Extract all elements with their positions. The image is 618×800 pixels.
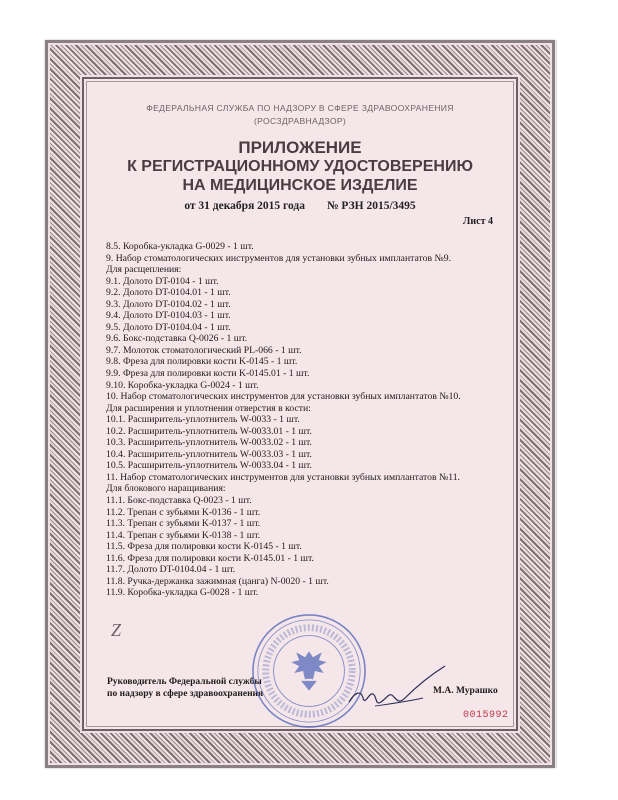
list-item: 10.4. Расширитель-уплотнитель W-0033.03 - 1 шт.: [106, 448, 312, 460]
list-item: 10.5. Расширитель-уплотнитель W-0033.04 - 1 шт.: [106, 460, 312, 472]
list-item: 9.5. Долото DT-0104.04 - 1 шт.: [106, 321, 231, 333]
list-item: 8.5. Коробка-укладка G-0029 - 1 шт.: [106, 241, 254, 252]
list-item: 10. Набор стоматологических инструментов для установки зубных имплантатов №10.: [106, 391, 461, 403]
list-item: 11.7. Долото DT-0104.04 - 1 шт.: [106, 564, 236, 576]
list-item: 11.5. Фреза для полировки кости K-0145 - 1 шт.: [106, 541, 302, 553]
list-item: 11.2. Трепан с зубьями K-0136 - 1 шт.: [106, 506, 261, 518]
list-item: 10.1. Расширитель-уплотнитель W-0033 - 1 шт.: [106, 414, 300, 426]
list-item: 9.4. Долото DT-0104.03 - 1 шт.: [106, 310, 231, 322]
list-item: 11.4. Трепан с зубьями K-0138 - 1 шт.: [106, 529, 261, 541]
signatory-position-line-2: по надзору в сфере здравоохранения: [107, 689, 264, 699]
list-item: 9.3. Долото DT-0104.02 - 1 шт.: [106, 298, 231, 310]
list-item: 11.1. Бокс-подставка Q-0023 - 1 шт.: [106, 495, 252, 507]
registration-number: № РЗН 2015/3495: [326, 200, 416, 212]
agency-abbreviation: (РОСЗДРАВНАДЗОР): [253, 116, 347, 126]
list-item: 11.8. Ручка-держанка зажимная (цанга) N-0020 - 1 шт.: [106, 575, 329, 587]
document-title: [85, 138, 515, 195]
item-list: [106, 241, 506, 599]
list-item: 9. Набор стоматологических инструментов для установки зубных имплантатов №9.: [106, 252, 451, 264]
list-item: 9.1. Долото DT-0104 - 1 шт.: [106, 275, 219, 287]
list-item: 11.3. Трепан с зубьями K-0137 - 1 шт.: [106, 518, 261, 530]
list-item: 9.7. Молоток стоматологический PL-066 - 1 шт.: [106, 344, 302, 356]
double-headed-eagle-icon: [291, 651, 326, 690]
list-item: Для блокового наращивания:: [106, 483, 226, 495]
serial-number: 0015992: [463, 710, 509, 721]
list-item: 9.10. Коробка-укладка G-0024 - 1 шт.: [106, 379, 259, 391]
sheet-number: Лист 4: [462, 216, 493, 227]
agency-header: [95, 102, 505, 128]
list-item: Для расширения и уплотнения отверстия в кости:: [106, 402, 311, 414]
title-line-3: НА МЕДИЦИНСКОЕ ИЗДЕЛИЕ: [182, 177, 418, 194]
list-item: 11.9. Коробка-укладка G-0028 - 1 шт.: [106, 587, 259, 599]
title-line-1: ПРИЛОЖЕНИЕ: [238, 138, 362, 157]
agency-name: ФЕДЕРАЛЬНАЯ СЛУЖБА ПО НАДЗОРУ В СФЕРЕ ЗДРАВООХРАНЕНИЯ: [146, 103, 454, 113]
list-item: 9.9. Фреза для полировки кости K-0145.01 - 1 шт.: [106, 368, 310, 380]
list-item: 10.3. Расширитель-уплотнитель W-0033.02 - 1 шт.: [106, 437, 312, 449]
title-line-2: К РЕГИСТРАЦИОННОМУ УДОСТОВЕРЕНИЮ: [127, 158, 473, 175]
list-item: 9.2. Долото DT-0104.01 - 1 шт.: [106, 287, 231, 299]
issue-date: от 31 декабря 2015 года: [184, 200, 305, 212]
date-and-number: [85, 200, 515, 212]
list-item: 9.8. Фреза для полировки кости K-0145 - 1 шт.: [106, 356, 298, 368]
signatory-position: [107, 676, 263, 700]
list-item: 9.6. Бокс-подставка Q-0026 - 1 шт.: [106, 333, 248, 345]
certificate-sheet: [45, 40, 555, 768]
scan-edge: [556, 40, 557, 768]
list-item: 11. Набор стоматологических инструментов для установки зубных имплантатов №11.: [106, 471, 460, 483]
list-item: 11.6. Фреза для полировки кости K-0145.01 - 1 шт.: [106, 552, 314, 564]
list-item: 10.2. Расширитель-уплотнитель W-0033.01 - 1 шт.: [106, 425, 312, 437]
list-item: Для расщепления:: [106, 264, 182, 276]
margin-mark: Z: [111, 620, 122, 640]
signatory-name: М.А. Мурашко: [433, 686, 498, 696]
signatory-position-line-1: Руководитель Федеральной службы: [107, 677, 262, 687]
